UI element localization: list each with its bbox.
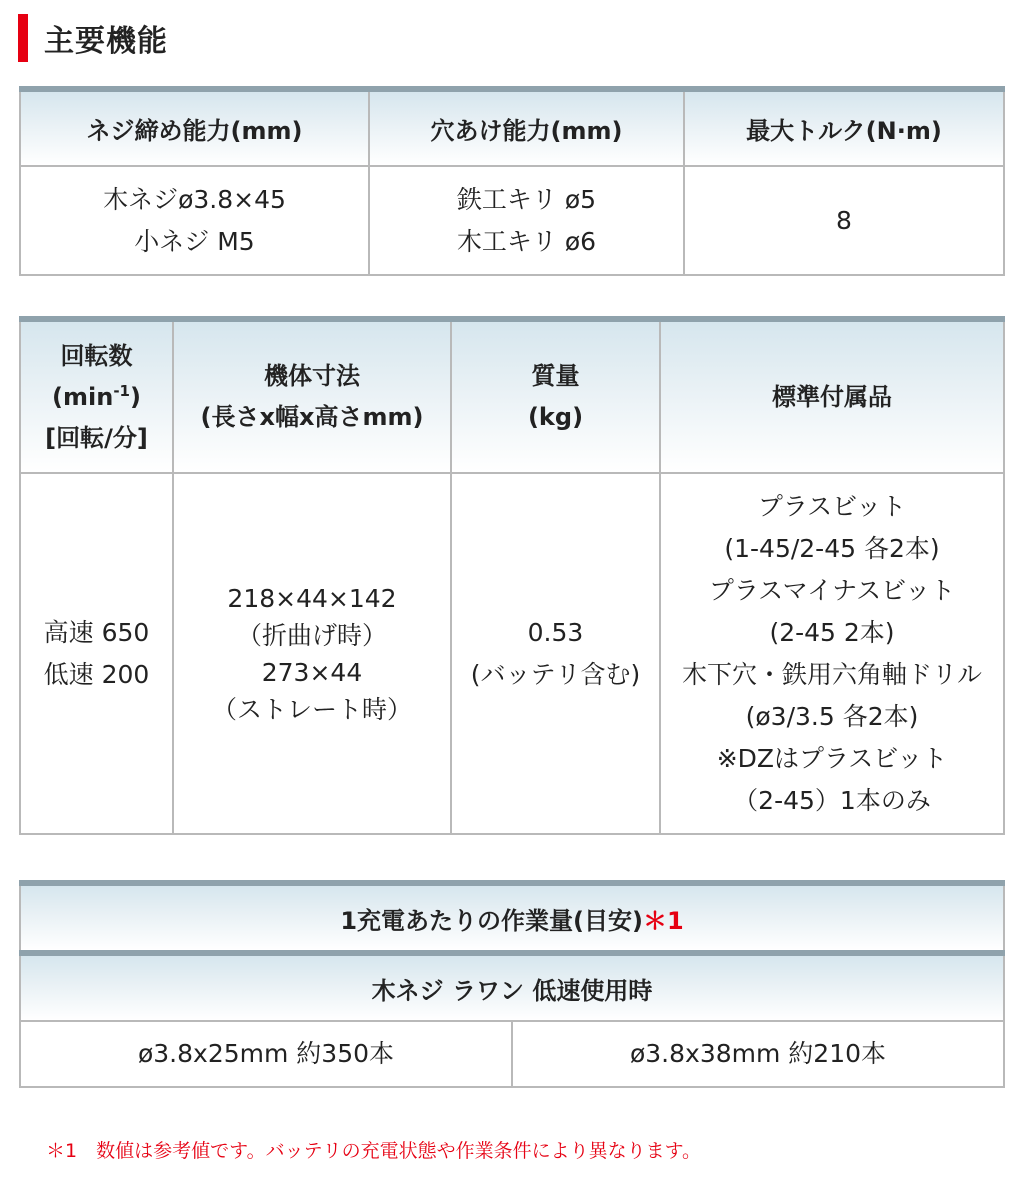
section-heading [18, 14, 168, 62]
dimensions-header: 機体寸法 (長さx幅x高さmm) [173, 319, 451, 473]
work-amount-38mm: ø3.8x38mm 約210本 [512, 1021, 1004, 1087]
rpm-cell [20, 473, 173, 834]
wood-drill-value: 木工キリ ø6 [456, 226, 597, 256]
value-row [20, 473, 1004, 834]
low-speed-value: 低速 200 [43, 659, 150, 689]
title-row [20, 883, 1004, 953]
drill-capacity-cell [369, 166, 684, 275]
rpm-header: 回転数 $(\min^{-1})$ [回転/分] [20, 319, 173, 473]
heading-accent-bar [18, 14, 28, 62]
max-torque-header: 最大トルク(N·m) [684, 89, 1004, 166]
work-amount-table [19, 880, 1005, 1088]
value-row [20, 166, 1004, 275]
header-row [20, 89, 1004, 166]
weight-header: 質量 (kg) [451, 319, 660, 473]
dimensions-cell: 218×44×142 （折曲げ時） 273×44 （ストレート時） [173, 473, 451, 834]
section-title: 主要機能 [44, 24, 168, 59]
value-row [20, 1021, 1004, 1087]
max-torque-cell: 8 [684, 166, 1004, 275]
screw-capacity-header: ネジ締め能力(mm) [20, 89, 369, 166]
steel-drill-value: 鉄工キリ ø5 [456, 184, 597, 214]
footnote: ＊1 数値は参考値です。バッテリの充電状態や作業条件により異なります。 [46, 1140, 702, 1162]
weight-cell: 0.53 (バッテリ含む) [451, 473, 660, 834]
work-amount-title: 1充電あたりの作業量(目安)＊1 [20, 883, 1004, 953]
drill-capacity-header: 穴あけ能力(mm) [369, 89, 684, 166]
accessories-cell: プラスビット (1-45/2-45 各2本) プラスマイナスビット (2-45 2本) 木下穴・鉄用六角軸ドリル (ø3/3.5 各2本) ※DZはプラスビット （2-45）1本のみ [660, 473, 1004, 834]
machine-screw-value: 小ネジ M5 [134, 226, 255, 256]
work-amount-25mm: ø3.8x25mm 約350本 [20, 1021, 512, 1087]
subtitle-row [20, 953, 1004, 1021]
capacity-table [19, 86, 1005, 276]
screw-capacity-cell [20, 166, 369, 275]
wood-screw-value: 木ネジø3.8×45 [103, 184, 286, 214]
specs-table [19, 316, 1005, 835]
high-speed-value: 高速 650 [43, 617, 150, 647]
header-row [20, 319, 1004, 473]
footnote-marker: ＊1 [642, 906, 684, 935]
work-amount-subtitle: 木ネジ ラワン 低速使用時 [20, 953, 1004, 1021]
accessories-header: 標準付属品 [660, 319, 1004, 473]
